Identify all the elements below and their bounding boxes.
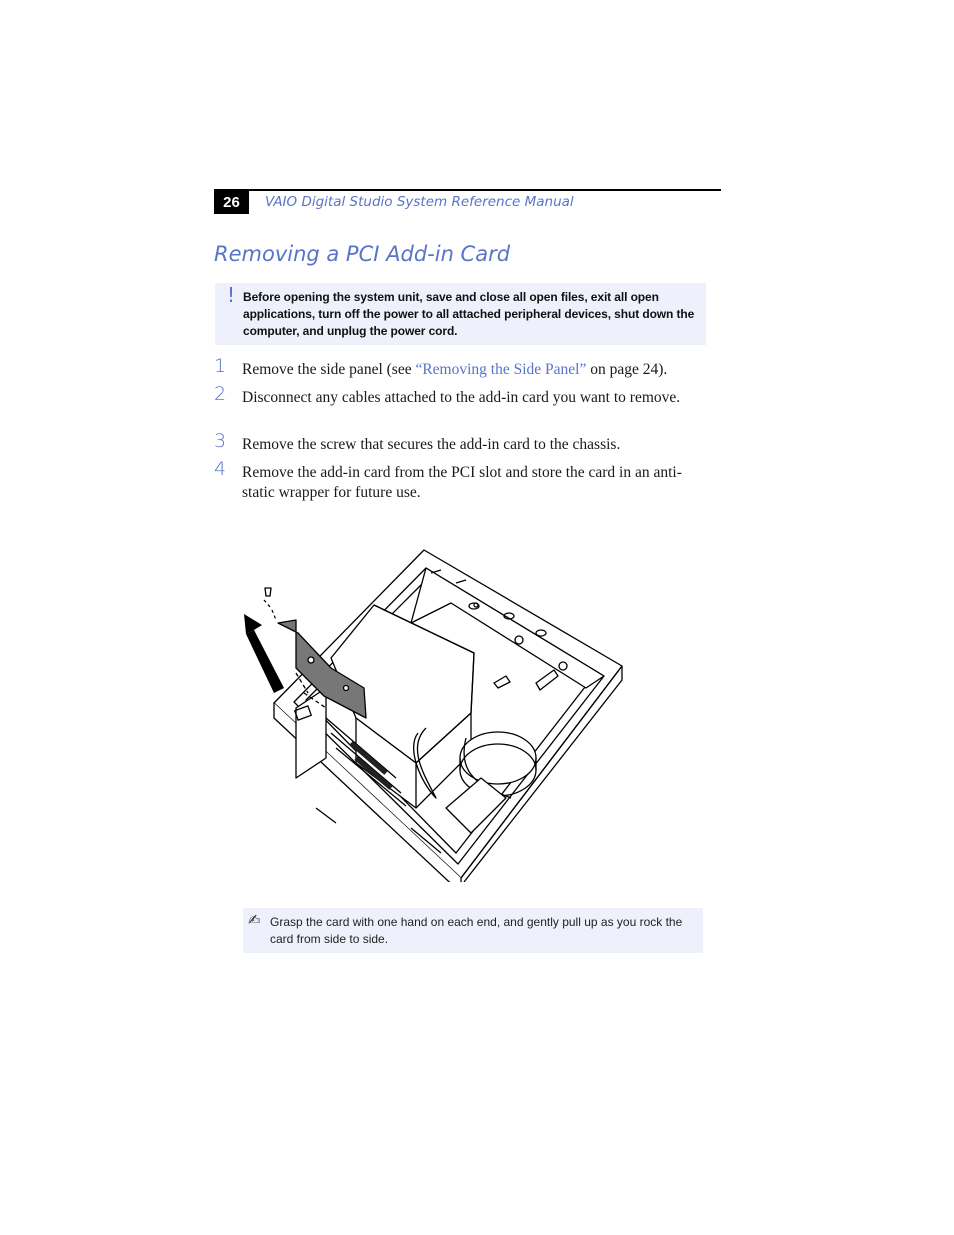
step-text: Disconnect any cables attached to the add-in card you want to remove.	[242, 389, 681, 406]
pencil-note-icon: ✍	[248, 911, 261, 929]
step-text-part: Remove the side panel (see	[242, 361, 416, 378]
step-text-part: on page 24).	[586, 361, 668, 378]
note-box	[243, 908, 703, 953]
step-text	[242, 360, 712, 380]
step-number: 4	[214, 458, 227, 480]
step-number: 3	[214, 430, 227, 452]
step-text: Remove the screw that secures the add-in card to the chassis.	[242, 436, 621, 453]
header-rule	[214, 189, 721, 191]
step-number: 2	[214, 383, 227, 405]
step-text: Remove the add-in card from the PCI slot and store the card in an anti-static wrapper for future use.	[242, 464, 682, 501]
page-number: 26	[214, 191, 249, 214]
section-title: Removing a PCI Add-in Card	[214, 242, 511, 266]
caution-text: Before opening the system unit, save and close all open files, exit all open applications, turn off the power to all attached peripheral devices, shut down the computer, and unplug the power cord.	[243, 290, 695, 338]
note-text: Grasp the card with one hand on each end, and gently pull up as you rock the card from side to side.	[270, 915, 683, 946]
link-removing-side-panel[interactable]: “Removing the Side Panel”	[415, 361, 587, 378]
caution-box	[215, 283, 706, 345]
caution-icon: !	[227, 283, 236, 307]
running-title: VAIO Digital Studio System Reference Manual	[265, 194, 574, 210]
pci-card-removal-illustration	[236, 548, 628, 882]
step-number: 1	[214, 355, 227, 377]
